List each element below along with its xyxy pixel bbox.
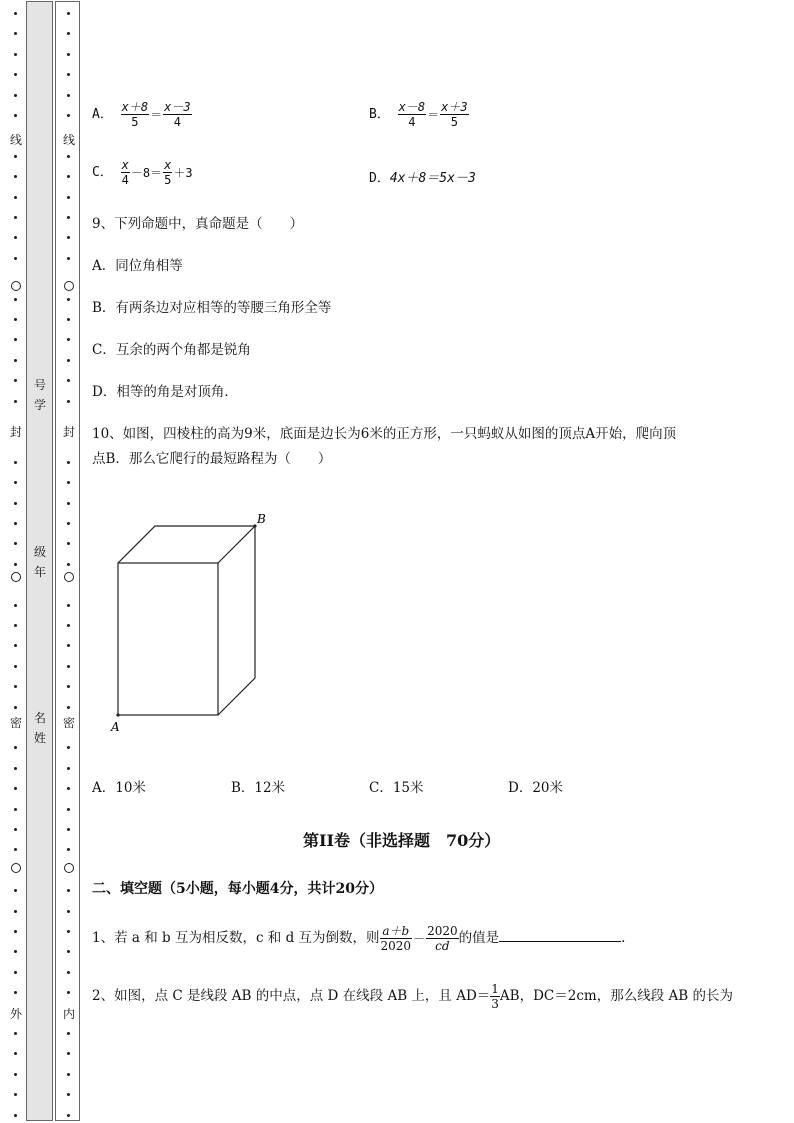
binding-dot <box>67 257 70 260</box>
binding-dot <box>14 991 17 994</box>
binding-dot <box>67 685 70 688</box>
binding-circle <box>64 281 74 291</box>
binding-dot <box>14 400 17 403</box>
binding-strip <box>0 0 82 1123</box>
binding-dot <box>67 950 70 953</box>
outer-mark-mi: 密 <box>9 716 22 730</box>
binding-dot <box>67 338 70 341</box>
binding-dot <box>67 216 70 219</box>
binding-dot <box>67 73 70 76</box>
fraction: $\frac{x-3}{4}$ <box>164 100 191 129</box>
inner-dotted-line <box>61 0 77 1123</box>
fraction: $\frac{x+8}{5}$ <box>121 100 149 129</box>
prism-front-face <box>118 563 218 715</box>
binding-dot <box>67 971 70 974</box>
binding-dot <box>67 522 70 525</box>
fraction: $\frac{x}{4}$ <box>121 158 129 187</box>
binding-circle <box>11 863 21 873</box>
binding-dot <box>67 644 70 647</box>
binding-dot <box>67 706 70 709</box>
binding-dot <box>14 379 17 382</box>
fraction: $\frac{x+3}{5}$ <box>441 100 468 129</box>
binding-dot <box>67 53 70 56</box>
binding-dot <box>67 236 70 239</box>
binding-dot <box>14 930 17 933</box>
binding-dot <box>67 930 70 933</box>
binding-dot <box>14 298 17 301</box>
binding-dot <box>67 12 70 15</box>
binding-dot <box>14 706 17 709</box>
q9-option-a: A．同位角相等 <box>92 258 183 274</box>
vertex-b-label: B <box>257 512 266 526</box>
q9-option-d: D．相等的角是对顶角． <box>92 384 238 400</box>
binding-dot <box>67 910 70 913</box>
fill-q2: 2、如图，点 C 是线段 AB 的中点，点 D 在线段 AB 上，且 AD＝ $\frac{1}{3}$ AB，DC＝2cm，那么线段 AB 的长为 <box>92 982 733 1011</box>
fraction: $\frac{x-8}{4}$ <box>398 100 426 129</box>
binding-dot <box>14 338 17 341</box>
binding-dot <box>14 155 17 158</box>
binding-dot <box>67 298 70 301</box>
q10-option-d: D．20米 <box>508 780 564 796</box>
binding-dot <box>14 604 17 607</box>
binding-dot <box>14 889 17 892</box>
fill-in-heading: 二、填空题（5小题，每小题4分，共计20分） <box>92 881 383 897</box>
name-label: 名姓 <box>33 711 46 745</box>
binding-dot <box>67 461 70 464</box>
binding-dot <box>14 94 17 97</box>
student-id-label: 号学 <box>33 378 46 412</box>
outer-mark-xian: 线 <box>9 133 22 147</box>
binding-dot <box>67 1114 70 1117</box>
binding-dot <box>14 644 17 647</box>
binding-dot <box>67 318 70 321</box>
binding-dot <box>14 746 17 749</box>
answer-blank[interactable] <box>499 929 621 942</box>
binding-dot <box>67 828 70 831</box>
binding-dot <box>67 502 70 505</box>
binding-circle <box>11 281 21 291</box>
binding-dot <box>67 359 70 362</box>
binding-dot <box>14 1073 17 1076</box>
binding-dot <box>14 950 17 953</box>
binding-dot <box>67 94 70 97</box>
binding-dot <box>14 542 17 545</box>
binding-dot <box>14 522 17 525</box>
vertex-a-label: A <box>111 720 120 734</box>
binding-dot <box>14 1093 17 1096</box>
binding-dot <box>14 53 17 56</box>
binding-dot <box>14 359 17 362</box>
binding-dot <box>67 563 70 566</box>
fraction: $\frac{2020}{cd}$ <box>427 924 458 953</box>
binding-dot <box>67 1093 70 1096</box>
binding-circle <box>64 572 74 582</box>
inner-mark-nei: 内 <box>62 1007 75 1021</box>
binding-dot <box>14 665 17 668</box>
binding-dot <box>14 1052 17 1055</box>
q8-option-c: C． $\frac{x}{4}$ －8＝ $\frac{x}{5}$ ＋3 <box>92 158 193 187</box>
binding-dot <box>14 32 17 35</box>
binding-dot <box>14 808 17 811</box>
binding-dot <box>14 1032 17 1035</box>
binding-dot <box>67 604 70 607</box>
binding-dot <box>14 73 17 76</box>
binding-dot <box>67 624 70 627</box>
q10-option-b: B．12米 <box>231 780 286 796</box>
q9-stem: 9、下列命题中，真命题是（ ） <box>92 216 304 232</box>
binding-dot <box>14 257 17 260</box>
binding-dot <box>67 1032 70 1035</box>
binding-dot <box>14 563 17 566</box>
binding-circle <box>11 572 21 582</box>
binding-dot <box>67 175 70 178</box>
binding-dot <box>67 542 70 545</box>
binding-dot <box>67 379 70 382</box>
binding-dot <box>14 196 17 199</box>
binding-dot <box>14 685 17 688</box>
binding-dot <box>14 318 17 321</box>
binding-dot <box>14 624 17 627</box>
q10-stem-line2: 点B．那么它爬行的最短路程为（ ） <box>92 451 332 467</box>
binding-dot <box>67 1052 70 1055</box>
vertex-a-point <box>116 713 119 716</box>
binding-dot <box>67 155 70 158</box>
binding-dot <box>14 114 17 117</box>
binding-dot <box>67 991 70 994</box>
grade-label: 级年 <box>33 545 46 579</box>
binding-dot <box>14 216 17 219</box>
fraction: $\frac{1}{3}$ <box>491 982 499 1011</box>
binding-dot <box>14 787 17 790</box>
binding-dot <box>67 114 70 117</box>
binding-dot <box>67 32 70 35</box>
fraction: $\frac{x}{5}$ <box>164 158 172 187</box>
binding-dot <box>14 971 17 974</box>
binding-dot <box>67 787 70 790</box>
q9-option-b: B．有两条边对应相等的等腰三角形全等 <box>92 300 332 316</box>
binding-circle <box>64 863 74 873</box>
prism-top-face <box>118 526 255 563</box>
binding-dot <box>14 12 17 15</box>
q8-option-a: A． $\frac{x+8}{5}$ ＝ $\frac{x-3}{4}$ <box>92 100 191 129</box>
binding-dot <box>67 848 70 851</box>
inner-mark-feng: 封 <box>62 425 75 439</box>
binding-dot <box>14 461 17 464</box>
binding-dot <box>14 848 17 851</box>
fraction: $\frac{a+b}{2020}$ <box>380 924 412 953</box>
binding-dot <box>67 665 70 668</box>
binding-dot <box>14 502 17 505</box>
q10-option-a: A．10米 <box>92 780 146 796</box>
binding-dot <box>67 196 70 199</box>
binding-dot <box>14 910 17 913</box>
binding-dot <box>67 808 70 811</box>
q8-option-d: D．4x＋8＝5x－3 <box>369 171 476 186</box>
binding-dot <box>67 481 70 484</box>
outer-mark-wai: 外 <box>9 1007 22 1021</box>
q10-stem-line1: 10、如图，四棱柱的高为9米，底面是边长为6米的正方形，一只蚂蚁从如图的顶点A开始，爬向顶 <box>92 426 677 442</box>
inner-mark-mi: 密 <box>62 716 75 730</box>
binding-dot <box>67 889 70 892</box>
outer-dotted-line <box>8 0 24 1123</box>
q8-option-b: B． $\frac{x-8}{4}$ ＝ $\frac{x+3}{5}$ <box>369 100 468 129</box>
section-title: 第II卷（非选择题 70分） <box>303 831 501 850</box>
binding-dot <box>14 1114 17 1117</box>
q10-option-c: C．15米 <box>369 780 424 796</box>
prism-figure <box>100 505 290 745</box>
binding-dot <box>14 481 17 484</box>
binding-dot <box>67 1073 70 1076</box>
q9-option-c: C．互余的两个角都是锐角 <box>92 342 251 358</box>
inner-mark-xian: 线 <box>62 133 75 147</box>
binding-dot <box>14 236 17 239</box>
binding-dot <box>67 400 70 403</box>
prism-side-edges <box>218 526 255 715</box>
binding-dot <box>14 175 17 178</box>
fill-q1: 1、若 a 和 b 互为相反数，c 和 d 互为倒数，则 $\frac{a+b}{2020}$ － $\frac{2020}{cd}$ 的值是 . <box>92 924 626 953</box>
binding-dot <box>67 767 70 770</box>
outer-mark-feng: 封 <box>9 425 22 439</box>
binding-dot <box>67 746 70 749</box>
binding-dot <box>14 767 17 770</box>
binding-dot <box>14 828 17 831</box>
